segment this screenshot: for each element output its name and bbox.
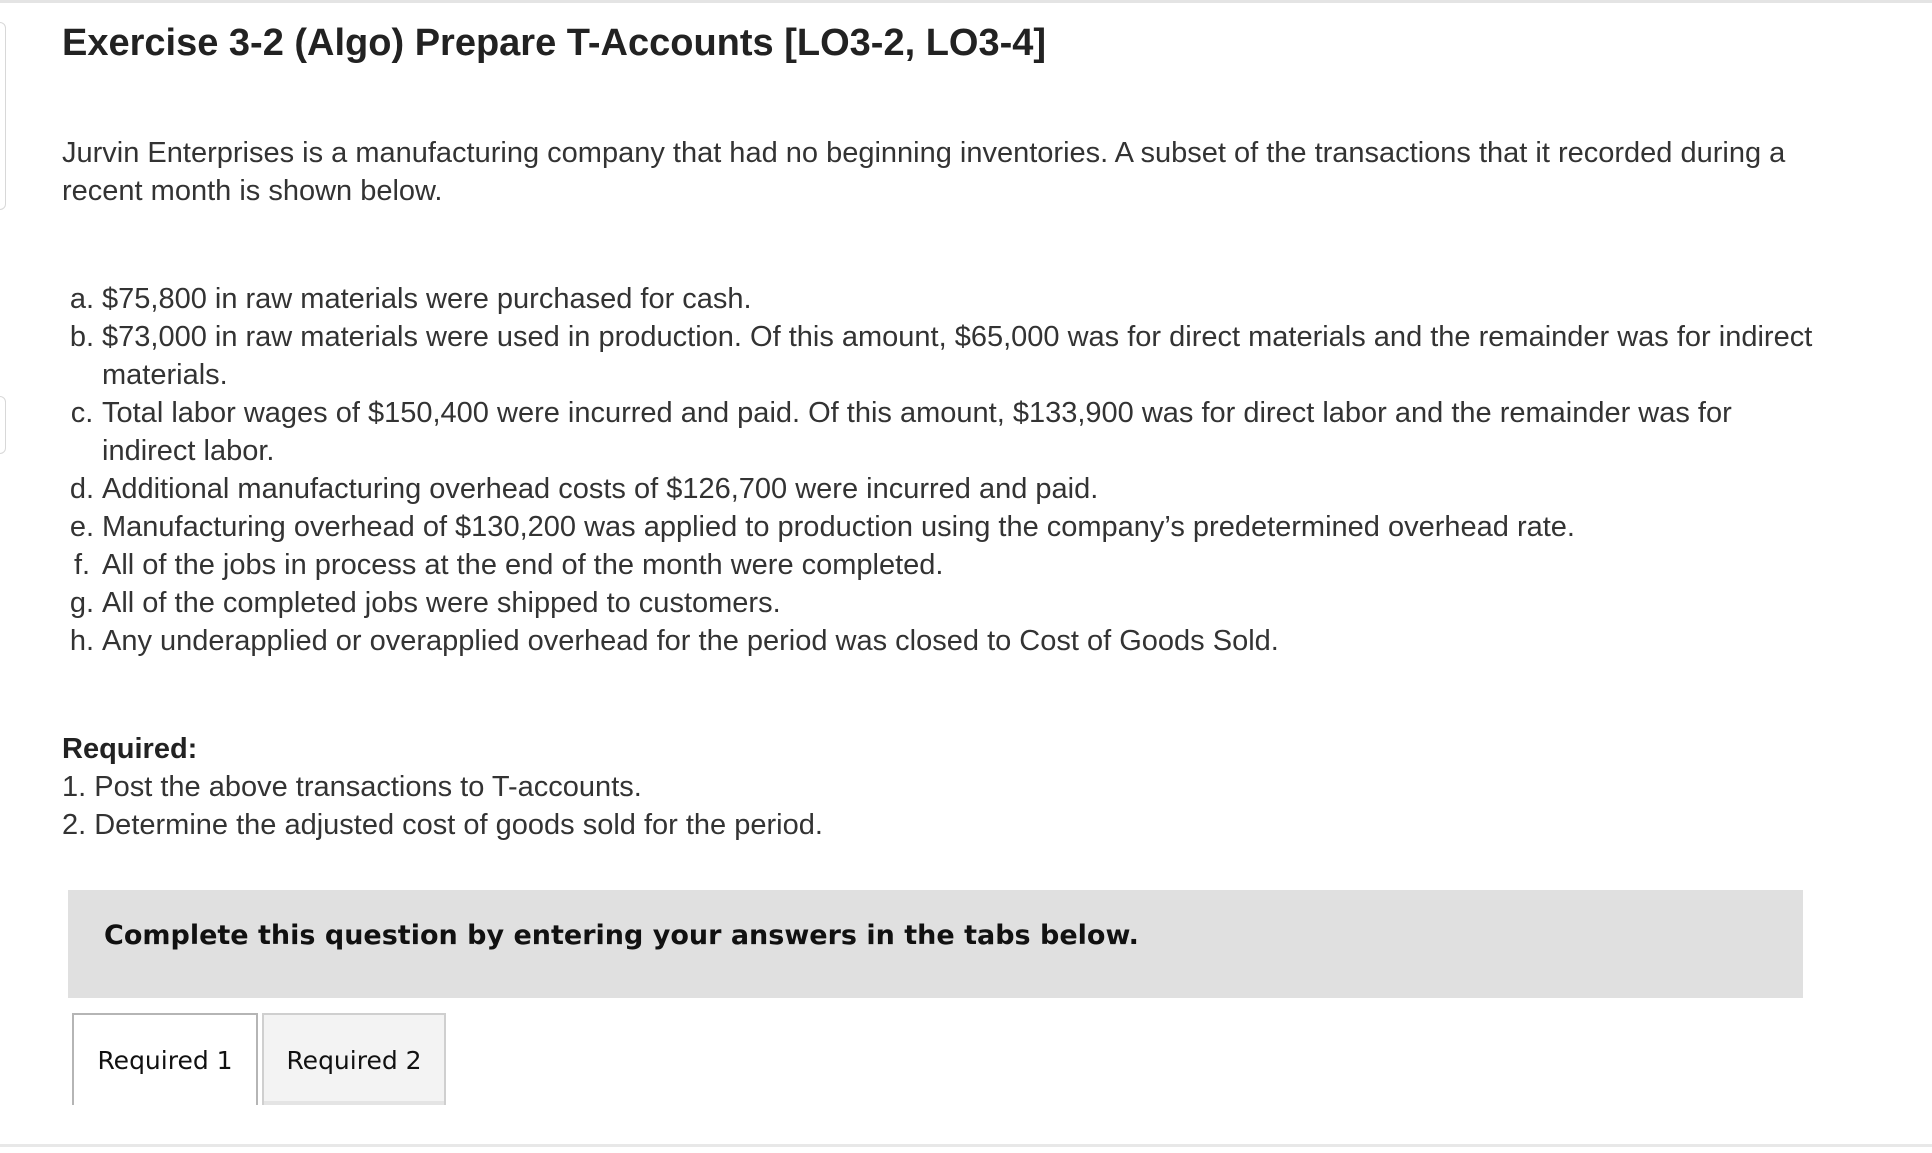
- tab-required-2[interactable]: [262, 1013, 446, 1105]
- transaction-text: $75,800 in raw materials were purchased for cash.: [102, 283, 752, 315]
- transaction-letter: d.: [69, 473, 95, 505]
- answer-tabs: [72, 1013, 446, 1105]
- transaction-item: [62, 584, 1822, 622]
- tab-underline: [264, 1101, 444, 1105]
- transaction-letter: a.: [69, 283, 95, 315]
- transaction-text: Manufacturing overhead of $130,200 was applied to production using the company’s predetermined overhead rate.: [102, 511, 1575, 543]
- bottom-divider: [0, 1144, 1932, 1147]
- transaction-letter: e.: [69, 511, 95, 543]
- transaction-letter: b.: [69, 321, 95, 353]
- transaction-letter: c.: [70, 397, 94, 429]
- transaction-letter: f.: [73, 549, 91, 581]
- transaction-letter: h.: [69, 625, 95, 657]
- transaction-item: [62, 508, 1822, 546]
- transaction-item: [62, 318, 1822, 394]
- transaction-text: $73,000 in raw materials were used in production. Of this amount, $65,000 was for direct materials and the remainder was for indirect materials.: [102, 321, 1813, 391]
- transaction-item: [62, 470, 1822, 508]
- transaction-letter: g.: [69, 587, 95, 619]
- instruction-banner: [68, 890, 1803, 998]
- transaction-text: All of the completed jobs were shipped to customers.: [102, 587, 781, 619]
- tab-label: Required 2: [286, 1045, 422, 1075]
- transaction-item: [62, 622, 1822, 660]
- top-divider: [0, 0, 1932, 3]
- required-section: [62, 730, 823, 844]
- transaction-item: [62, 394, 1822, 470]
- transaction-text: Any underapplied or overapplied overhead for the period was closed to Cost of Goods Sold.: [102, 625, 1279, 657]
- left-edge-panel: [0, 396, 6, 454]
- transaction-item: [62, 280, 1822, 318]
- transaction-text: Additional manufacturing overhead costs of $126,700 were incurred and paid.: [102, 473, 1099, 505]
- transaction-item: [62, 546, 1822, 584]
- transaction-text: All of the jobs in process at the end of the month were completed.: [102, 549, 944, 581]
- required-item: 2. Determine the adjusted cost of goods sold for the period.: [62, 809, 823, 841]
- required-heading: Required:: [62, 733, 198, 765]
- exercise-intro: Jurvin Enterprises is a manufacturing company that had no beginning inventories. A subset of the transactions that it recorded during a recent month is shown below.: [62, 137, 1786, 207]
- transaction-list: [62, 280, 1822, 660]
- tab-label: Required 1: [97, 1045, 233, 1075]
- tab-required-1[interactable]: [72, 1013, 258, 1105]
- left-edge-panel: [0, 22, 6, 210]
- required-item: 1. Post the above transactions to T-accounts.: [62, 771, 642, 803]
- instruction-text: Complete this question by entering your answers in the tabs below.: [104, 920, 1139, 951]
- transaction-text: Total labor wages of $150,400 were incurred and paid. Of this amount, $133,900 was for direct labor and the remainder was for indirect labor.: [102, 397, 1732, 467]
- exercise-title: Exercise 3-2 (Algo) Prepare T-Accounts [LO3-2, LO3-4]: [62, 22, 1047, 64]
